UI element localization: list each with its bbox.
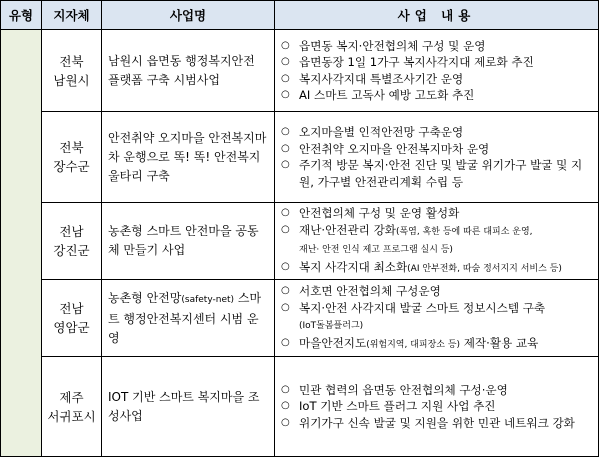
table-row <box>1 112 599 203</box>
project-items <box>275 112 599 203</box>
list-item: ○ 읍면동 복지·안전협의체 구성 및 운영 <box>281 38 594 55</box>
region-cell: 전남 강진군 <box>42 203 102 280</box>
region-cell: 전남 영암군 <box>42 280 102 357</box>
project-name: 남원시 읍면동 행정복지안전 플랫폼 구축 시범사업 <box>102 30 275 112</box>
list-item: ○ 재난·안전관리 강화(폭염, 혹한 등에 따른 대피소 운영, <box>281 222 594 241</box>
project-name: IOT 기반 스마트 복지마을 조성사업 <box>102 357 275 457</box>
header-project: 사업명 <box>102 1 275 30</box>
list-item: ○ 민관 협력의 읍면동 안전협의체 구성·운영 <box>281 382 594 399</box>
region-cell: 전북 남원시 <box>42 30 102 112</box>
list-item-continuation: 재난· 안전 인식 제고 프로그램 실시 등) <box>299 245 453 255</box>
region-cell: 제주 서귀포시 <box>42 357 102 457</box>
list-item: ○ IoT 기반 스마트 플러그 지원 사업 추진 <box>281 398 594 415</box>
header-row <box>1 1 599 30</box>
list-item: ○ 서호면 안전협의체 구성운영 <box>281 283 594 300</box>
list-item: ○ 복지사각지대 특별조사기간 운영 <box>281 71 594 88</box>
table-row <box>1 203 599 280</box>
list-item: ○ 안전취약 오지마을 안전복지마차 운영 <box>281 141 594 158</box>
header-region: 지자체 <box>42 1 102 30</box>
project-name: 농촌형 스마트 안전마을 공동체 만들기 사업 <box>102 203 275 280</box>
table-row <box>1 30 599 112</box>
project-items <box>275 203 599 280</box>
list-item: ○ 복지·안전 사각지대 발굴 스마트 정보시스템 구축 (IoT돌봄플러그) <box>281 300 594 335</box>
header-content: 사업 내용 <box>275 1 599 30</box>
list-item: ○ 주기적 방문 복지·안전 진단 및 발굴 위기가구 발굴 및 지원, 가구별 안전관리계획 수립 등 <box>281 157 594 190</box>
list-item: ○ 위기가구 신속 발굴 및 지원을 위한 민관 네트워크 강화 <box>281 415 594 432</box>
type-cell <box>1 30 42 457</box>
list-item: ○ AI 스마트 고독사 예방 고도화 추진 <box>281 87 594 104</box>
project-name: 안전취약 오지마을 안전복지마차 운행으로 똑! 똑! 안전복지 울타리 구축 <box>102 112 275 203</box>
list-item: ○ 마을안전지도(위험지역, 대피장소 등) 제작·활용 교육 <box>281 335 594 354</box>
project-items <box>275 280 599 357</box>
header-type: 유형 <box>1 1 42 30</box>
list-item: ○ 오지마을별 인적안전망 구축운영 <box>281 124 594 141</box>
project-items <box>275 357 599 457</box>
project-name: 농촌형 안전망(safety-net) 스마트 행정안전복지센터 시범 운영 <box>102 280 275 357</box>
region-cell: 전북 장수군 <box>42 112 102 203</box>
list-item: ○ 안전협의체 구성 및 운영 활성화 <box>281 205 594 222</box>
table-row <box>1 280 599 357</box>
table-row <box>1 357 599 457</box>
project-items <box>275 30 599 112</box>
list-item: ○ 읍면동장 1일 1가구 복지사각지대 제로화 추진 <box>281 54 594 71</box>
list-item: ○ 복지 사각지대 최소화(AI 안부전화, 따숨 정서지지 서비스 등) <box>281 259 594 278</box>
